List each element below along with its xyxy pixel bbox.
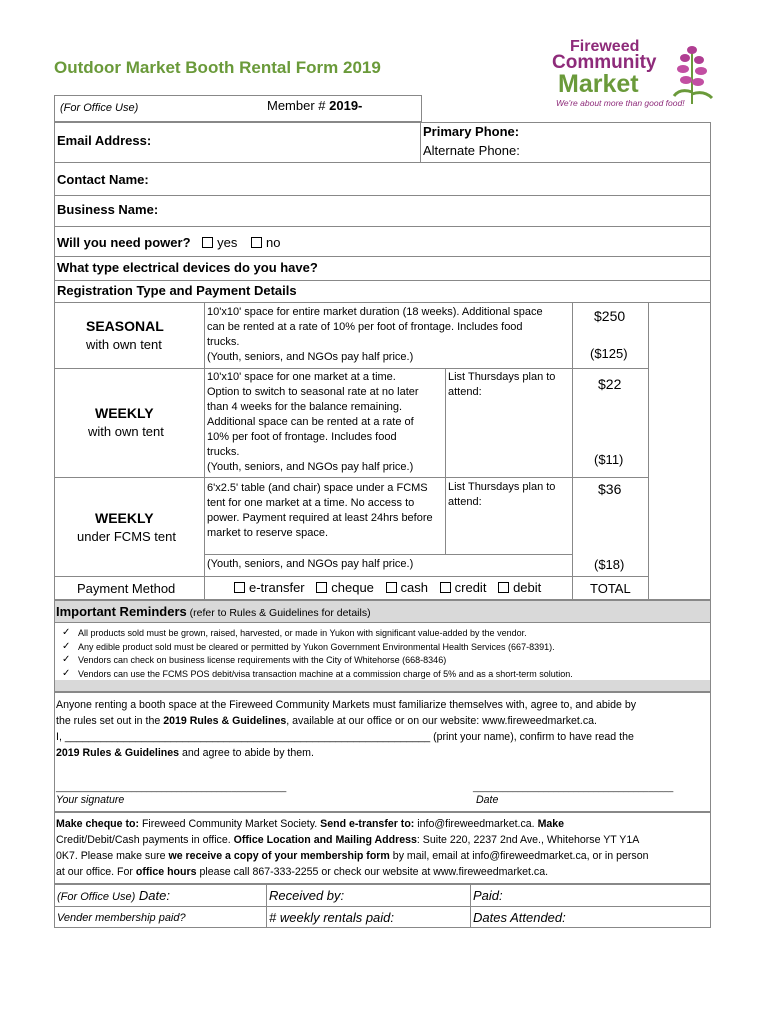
agreement-line-2: the rules set out in the 2019 Rules & Guidelines, available at our office or on our website: www.fireweedmarket.ca. [56, 715, 597, 727]
dates-attended-field[interactable]: Dates Attended: [473, 910, 566, 925]
check-icon: ✓ [62, 627, 71, 638]
alternate-phone-label[interactable]: Alternate Phone: [423, 143, 520, 158]
check-icon: ✓ [62, 640, 71, 652]
power-question: Will you need power? yes no [57, 235, 281, 250]
reminder-checks [62, 626, 70, 680]
print-name-field[interactable]: I, ______________________________________________________________ (print your name), confirm to have read the [56, 731, 634, 743]
office-use-label: (For Office Use) [60, 102, 139, 114]
received-by-field[interactable]: Received by: [269, 888, 345, 903]
debit-checkbox[interactable] [498, 582, 509, 593]
weekly-tent-price: $22 [598, 376, 622, 392]
reminders-heading: Important Reminders (refer to Rules & Guidelines for details) [56, 604, 371, 619]
weekly-tent-description: 10'x10' space for one market at a time. Option to switch to seasonal rate at no later than 4 weeks for the balance remaining. Additional space can be rented at a rate of 10% per foot of frontage. Includes food trucks. (Youth, seniors, and NGOs pay half price.) [207, 371, 419, 473]
payment-options: e-transfer cheque cash credit debit [234, 580, 541, 595]
weekly-tent-subtitle: with own tent [88, 424, 164, 439]
list-item: Vendors can use the FCMS POS debit/visa transaction machine at a commission charge of 5% and as a short-term solution. [78, 668, 573, 679]
power-no-checkbox[interactable] [251, 237, 262, 248]
weekly-fcms-thursdays-field[interactable]: List Thursdays plan to attend: [448, 481, 556, 508]
primary-phone-label[interactable]: Primary Phone: [423, 124, 520, 139]
signature-line[interactable]: ______________________________________________ [56, 782, 287, 792]
weekly-tent-thursdays-field[interactable]: List Thursdays plan to attend: [448, 371, 556, 398]
list-item: Any edible product sold must be cleared or permitted by Yukon Government Environmental Health Services (667-8391). [78, 641, 555, 652]
agreement-line-4: 2019 Rules & Guidelines and agree to abide by them. [56, 747, 314, 759]
weekly-fcms-half-note: (Youth, seniors, and NGOs pay half price.) [207, 558, 414, 570]
cheque-checkbox[interactable] [316, 582, 327, 593]
payment-info-line-4: at our office. For office hours please call 867-333-2255 or check our website at www.fireweedmarket.ca. [56, 866, 549, 878]
signature-label: Your signature [56, 794, 125, 806]
weekly-fcms-title: WEEKLY [95, 510, 154, 526]
weekly-fcms-price: $36 [598, 481, 622, 497]
payment-method-label: Payment Method [77, 581, 176, 596]
check-icon: ✓ [62, 654, 71, 665]
seasonal-description: 10'x10' space for entire market duration (18 weeks). Additional space can be rented at a rate of 10% per foot of frontage. Includes food trucks. (Youth, seniors, and NGOs pay half price.) [207, 306, 543, 363]
weekly-fcms-description: 6'x2.5' table (and chair) space under a FCMS tent for one market at a time. No access to power. Payment required at least 24hrs before market to reserve space. [207, 482, 433, 539]
list-item: All products sold must be grown, raised, harvested, or made in Yukon with significant value-added by the vendor. [78, 628, 527, 638]
member-number-field[interactable]: Member # 2019- [267, 98, 363, 113]
check-icon: ✓ [62, 667, 71, 679]
payment-info-line-3: 0K7. Please make sure we receive a copy of your membership form by mail, email at info@fireweedmarket.ca, or in person [56, 850, 649, 862]
contact-name-label[interactable]: Contact Name: [57, 172, 149, 187]
reminder-list [78, 627, 573, 681]
credit-checkbox[interactable] [440, 582, 451, 593]
list-item: Vendors can check on business license requirements with the City of Whitehorse (668-8346) [78, 655, 447, 665]
weekly-fcms-half-price: ($18) [594, 557, 625, 572]
fireweed-logo: Fireweed Community Market We're about more than good food! [548, 38, 718, 116]
agreement-line-1: Anyone renting a booth space at the Fireweed Community Markets must familiarize themselves with, agree to, and abide by [56, 699, 637, 711]
date-label: Date [476, 794, 499, 806]
seasonal-subtitle: with own tent [86, 337, 162, 352]
total-label[interactable]: TOTAL [590, 581, 631, 596]
devices-question[interactable]: What type electrical devices do you have? [57, 260, 318, 275]
weekly-fcms-subtitle: under FCMS tent [77, 529, 176, 544]
weekly-tent-half-price: ($11) [594, 452, 624, 467]
seasonal-title: SEASONAL [86, 318, 164, 334]
seasonal-price: $250 [594, 308, 626, 324]
weekly-rentals-field[interactable]: # weekly rentals paid: [269, 910, 395, 925]
weekly-tent-title: WEEKLY [95, 405, 154, 421]
seasonal-half-price: ($125) [590, 346, 628, 361]
etransfer-checkbox[interactable] [234, 582, 245, 593]
paid-field[interactable]: Paid: [473, 888, 503, 903]
registration-heading: Registration Type and Payment Details [57, 283, 297, 298]
payment-info-line-1: Make cheque to: Fireweed Community Market Society. Send e-transfer to: info@fireweedmarket.ca. Make [56, 818, 565, 830]
email-label[interactable]: Email Address: [57, 133, 152, 148]
payment-info-line-2: Credit/Debit/Cash payments in office. Office Location and Mailing Address: Suite 220, 2237 2nd Ave., Whitehorse YT Y1A [56, 834, 640, 846]
business-name-label[interactable]: Business Name: [57, 202, 159, 217]
page-title: Outdoor Market Booth Rental Form 2019 [54, 58, 381, 77]
office-date-field[interactable]: (For Office Use) Date: [57, 888, 170, 903]
cash-checkbox[interactable] [386, 582, 397, 593]
date-line[interactable]: ________________________________________ [473, 782, 674, 792]
fireweed-flower-icon [666, 42, 718, 106]
membership-paid-field[interactable]: Vender membership paid? [57, 912, 186, 924]
power-yes-checkbox[interactable] [202, 237, 213, 248]
